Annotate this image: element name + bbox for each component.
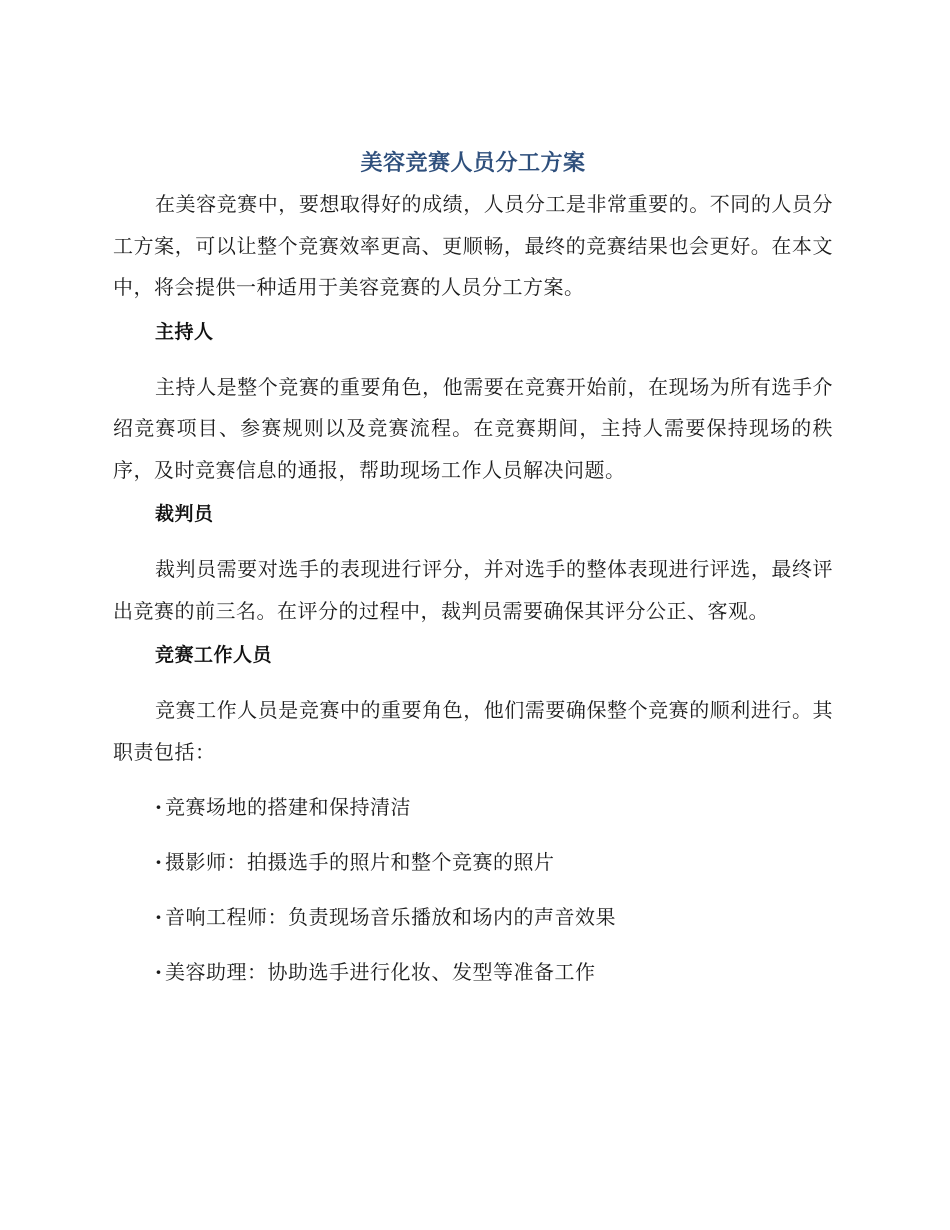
section-body-host: 主持人是整个竞赛的重要角色，他需要在竞赛开始前，在现场为所有选手介绍竞赛项目、参赛规则以及竞赛流程。在竞赛期间，主持人需要保持现场的秩序，及时竞赛信息的通报，帮助现场工作人员解决问题。 [113,374,833,482]
bullet-icon: · [155,850,163,874]
section-heading-staff: 竞赛工作人员 [155,644,273,666]
bullet-icon: · [155,960,163,984]
bullet-icon: · [155,795,163,819]
list-item-text: 竞赛场地的搭建和保持清洁 [165,795,411,819]
section-body-judge: 裁判员需要对选手的表现进行评分，并对选手的整体表现进行评选，最终评出竞赛的前三名。在评分的过程中，裁判员需要确保其评分公正、客观。 [113,557,833,623]
list-item-text: 音响工程师：负责现场音乐播放和场内的声音效果 [165,905,616,929]
document-body [113,144,833,988]
list-item [113,791,833,823]
staff-duties-list [113,791,833,988]
list-item [113,846,833,878]
list-item [113,901,833,933]
section-body-staff: 竞赛工作人员是竞赛中的重要角色，他们需要确保整个竞赛的顺利进行。其职责包括： [113,698,833,764]
intro-paragraph: 在美容竞赛中，要想取得好的成绩，人员分工是非常重要的。不同的人员分工方案，可以让整个竞赛效率更高、更顺畅，最终的竞赛结果也会更好。在本文中，将会提供一种适用于美容竞赛的人员分工方案。 [113,192,833,299]
list-item-text: 摄影师：拍摄选手的照片和整个竞赛的照片 [165,850,555,874]
bullet-icon: · [155,905,163,929]
list-item-text: 美容助理：协助选手进行化妆、发型等准备工作 [165,960,596,984]
section-heading-judge: 裁判员 [155,503,214,525]
section-heading-host: 主持人 [155,320,214,343]
document-title: 美容竞赛人员分工方案 [360,151,586,176]
list-item [113,956,833,988]
